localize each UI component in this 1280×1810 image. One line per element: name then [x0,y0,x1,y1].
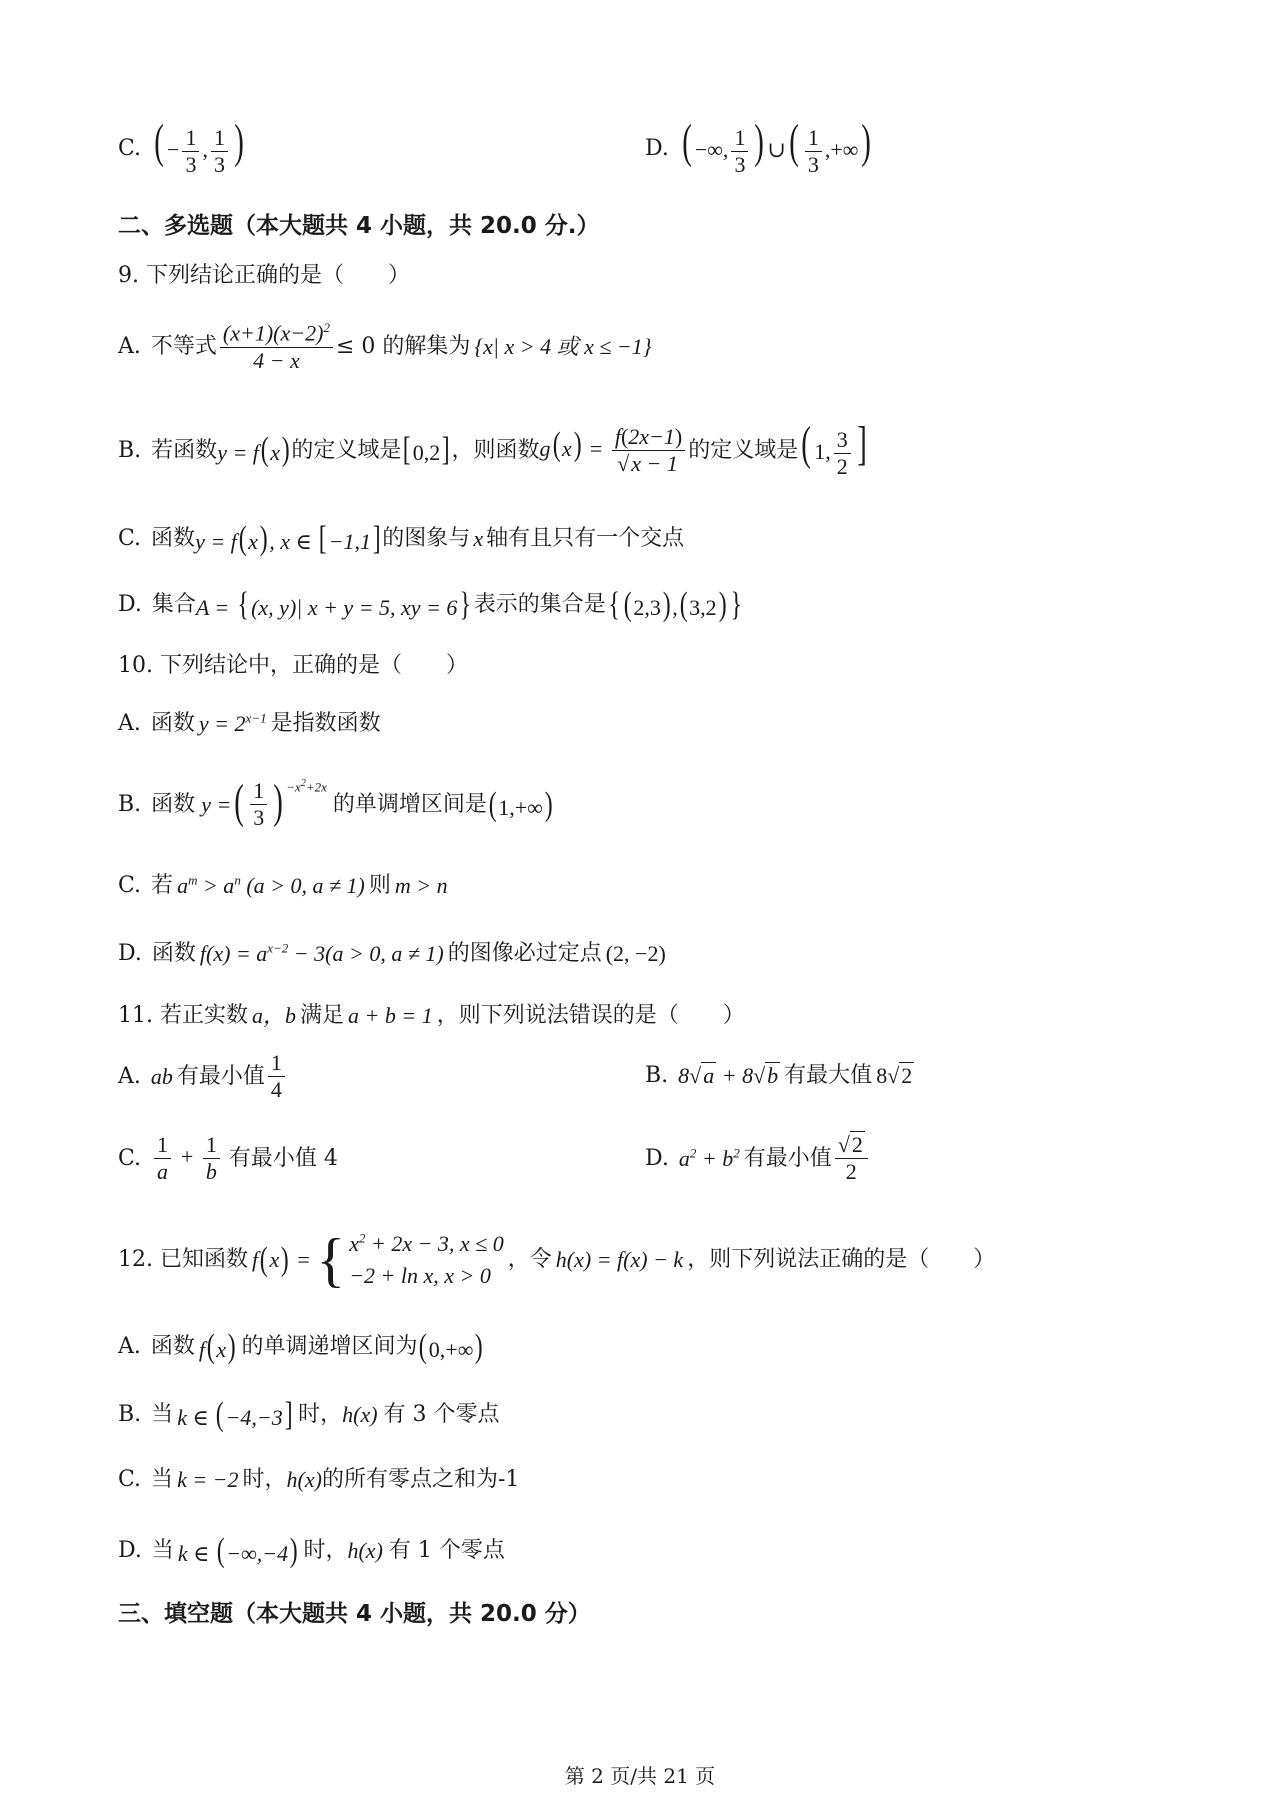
option-text: 有 3 个零点 [383,1402,500,1428]
option-text: 集合 [151,592,196,618]
option-text: 若函数 [151,437,218,463]
section-title-fill-in: 三、填空题（本大题共 4 小题，共 20.0 分） [118,1601,591,1627]
math-interval: [0,2] [403,431,450,469]
q10-stem: 10. 下列结论中，正确的是（ ） [118,653,468,678]
option-label: D. [645,135,669,161]
math-expr: $f(x) = a^{x-2} - 3(a > 0$, a ≠ 1) [199,940,444,966]
q11-stem [118,1002,745,1030]
q10-option-a[interactable] [118,710,381,738]
q9-option-b[interactable] [118,417,870,481]
section-title-multiple-choice: 二、多选题（本大题共 4 小题，共 20.0 分.） [118,213,600,239]
math-expr: $a^m > a^n$ (a > 0, a ≠ 1) [177,872,365,898]
option-text: 表示的集合是 [473,592,606,618]
option-text: 时， [242,1467,287,1492]
stem-text: 12. 已知函数 [118,1247,248,1273]
q11-option-d[interactable] [645,1132,871,1186]
math-expr: y = f(x), x ∈ [−1,1] [195,520,381,557]
option-text: 时， [298,1402,343,1428]
q11-option-c[interactable] [118,1132,338,1186]
option-label: D. [118,592,142,618]
option-label: B. [118,437,142,463]
option-text: 函数 [150,1334,195,1360]
q10-option-b[interactable] [118,775,554,832]
math-interval: ( 1, $\frac{3}{2}$ ] [801,417,867,480]
stem-text: ，令 [507,1247,552,1273]
q8-option-c[interactable] [118,115,247,179]
math-expr: k ∈ (−4,−3] [177,1396,293,1433]
math-expr: k = −2 [177,1467,239,1492]
math-interval: (0,+∞) [419,1328,484,1365]
option-text: 轴有且只有一个交点 [486,526,685,552]
q9-option-d[interactable] [118,588,744,622]
math-expr: x [473,526,484,552]
option-label: C. [118,1146,142,1172]
option-text: 当 [151,1402,174,1428]
q11-option-b[interactable] [645,1062,914,1090]
option-text: 当 [151,1538,174,1564]
option-label: C. [118,1467,142,1492]
stem-text: 11. 若正实数 [118,1003,248,1028]
option-label: D. [118,1538,142,1564]
q9-option-a[interactable] [118,320,652,374]
math-fraction: $\frac{(x+1)(x-2)^2}{4 - x}$ [220,320,333,374]
option-label: B. [118,1402,142,1428]
math-expr: h(x) [286,1467,322,1492]
option-label: B. [118,792,142,818]
math-interval: (1,+∞) [488,785,553,823]
math-set: {x| x > 4 或 x ≤ −1} [474,334,652,360]
option-label: D. [118,941,142,966]
math-expr: a，b [251,1003,296,1028]
page-footer: 第 2 页/共 21 页 [564,1764,716,1788]
option-text: 有 1 个零点 [388,1538,505,1564]
math-expr: h(x) = f(x) − k [555,1247,684,1273]
math-fraction: $\frac{√2}{2}$ [835,1132,868,1186]
option-text: 不等式 [150,334,217,360]
math-expr: 8√2 [876,1063,913,1088]
q12-option-d[interactable] [118,1534,505,1568]
q8-option-d[interactable] [645,115,874,179]
math-expr: f(x) [198,1328,236,1365]
option-label: A. [118,334,141,360]
math-interval: ( −∞, $\frac{1}{3}$ ) ∪( $\frac{1}{3}$ ,+∞) [682,115,872,178]
math-expr: 8√a + 8√b [678,1063,779,1088]
option-text: 若 [151,873,174,898]
math-expr: $a^2 + b^2$ [678,1145,740,1172]
math-expr: k ∈ (−∞,−4) [177,1532,298,1569]
option-text: 当 [151,1467,174,1492]
option-text: 的单调递增区间为 [241,1334,418,1360]
q9-option-c[interactable] [118,522,684,556]
option-text: 时， [303,1538,348,1564]
stem-text: ，则下列说法正确的是（ ） [687,1247,996,1273]
math-expr: $y = 2^{x-1}$ [198,710,267,736]
math-set: { (2,3),(3,2) } [608,586,742,623]
option-label: C. [118,526,142,552]
option-label: D. [645,1146,669,1172]
math-expr: y = f(x) [217,431,290,469]
math-expr: A = { (x, y)| x + y = 5, xy = 6} [195,586,472,623]
option-text: 则 [368,873,391,898]
math-expr: h(x) [347,1538,383,1564]
option-text: 有最小值 [176,1064,265,1090]
option-text: 函数 [150,711,195,736]
option-text: 有最小值 4 [228,1146,338,1172]
option-text: 的所有零点之和为-1 [321,1467,520,1492]
option-label: B. [645,1063,669,1088]
option-text: 是指数函数 [270,711,381,736]
q12-option-b[interactable] [118,1398,500,1432]
q10-option-c[interactable] [118,872,448,900]
stem-text: ，则下列说法错误的是（ ） [436,1003,745,1028]
option-text: 函数 [151,792,196,818]
option-label: A. [118,711,141,736]
math-point: (2, −2) [605,941,666,966]
math-expr: h(x) [342,1402,378,1428]
option-label: C. [118,135,142,161]
q10-option-d[interactable] [118,940,666,968]
math-piecewise: f ( x ) = { $x^2 + 2x - 3$, x ≤ 0 −2 + ln x, x > 0 [251,1226,504,1293]
option-text: 的定义域是 [291,437,402,463]
q12-option-a[interactable] [118,1330,485,1364]
option-label: C. [118,873,142,898]
stem-text: 满足 [300,1003,345,1028]
option-text: 的图像必过定点 [447,941,602,966]
math-interval: ( − $\frac{1}{3}$ , $\frac{1}{3}$ ) [154,115,244,178]
option-label: A. [118,1334,141,1360]
math-expr: g(x) = $\frac{f(2x-1)}{√x - 1}$ [540,424,689,478]
option-text: 有最大值 [784,1063,873,1088]
math-expr: ab [150,1064,173,1090]
q9-stem: 9. 下列结论正确的是（ ） [118,263,410,288]
math-expr: $\frac{1}{a}$ + $\frac{1}{b}$ [151,1132,223,1186]
option-text: ≤ 0 的解集为 [335,334,471,360]
option-text: 的定义域是 [688,437,799,463]
option-text: 有最小值 [743,1146,832,1172]
math-expr: a + b = 1 [348,1003,433,1028]
option-text: 函数 [151,526,196,552]
q12-option-c[interactable] [118,1466,519,1494]
math-expr: m > n [394,873,448,898]
q12-stem [118,1228,995,1292]
option-text: 函数 [151,941,196,966]
q11-option-a[interactable] [118,1050,288,1104]
math-fraction: $\frac{1}{4}$ [268,1050,285,1104]
option-text: 的单调增区间是 [332,792,487,818]
option-text: 的图象与 [382,526,471,552]
option-label: A. [118,1064,141,1090]
math-expr: y = ( $\frac{1}{3}$ ) $-x^2+2x$ [201,775,327,831]
option-text: ，则函数 [451,437,540,463]
